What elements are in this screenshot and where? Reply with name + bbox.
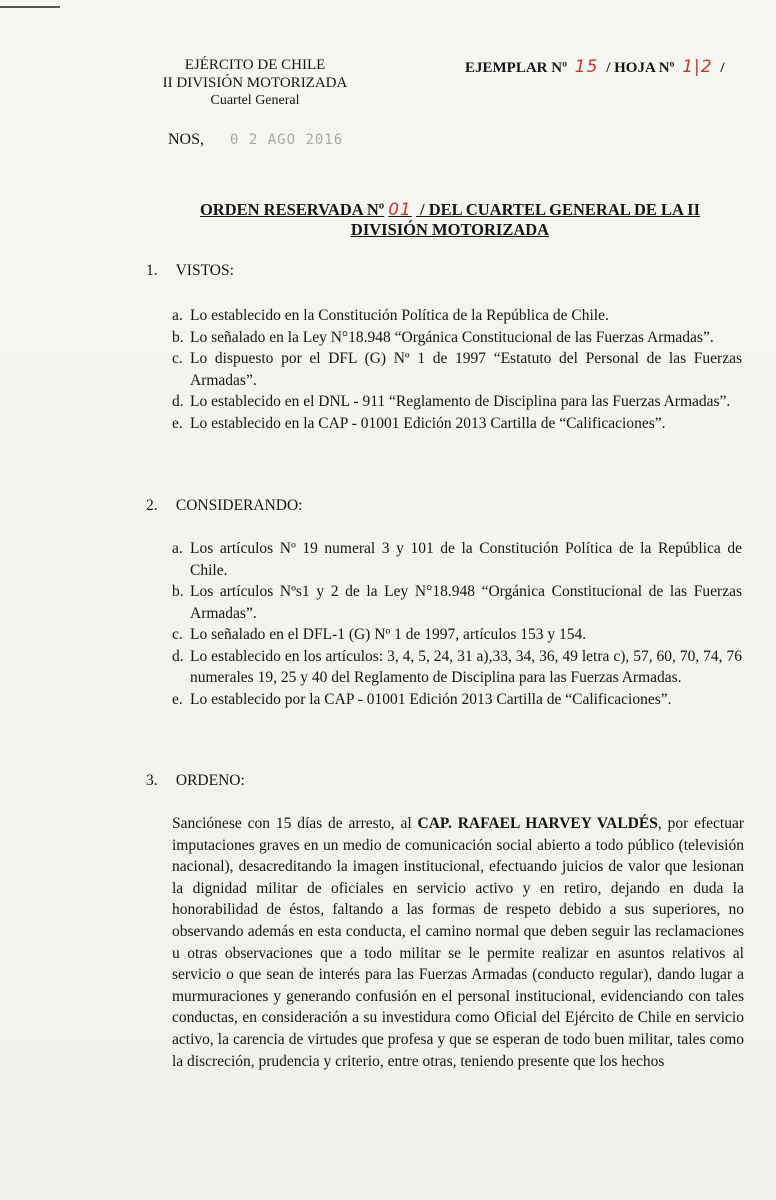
- ejemplar-label: EJEMPLAR Nº: [465, 60, 568, 76]
- section-title: VISTOS:: [175, 262, 234, 279]
- org-line-3: Cuartel General: [210, 93, 300, 108]
- hoja-value: 1|2: [682, 57, 713, 77]
- nos-line: [168, 131, 343, 149]
- section-vistos-items: [172, 305, 742, 434]
- item-letter: d.: [172, 647, 184, 665]
- scan-corner-mark: [0, 6, 60, 8]
- title-part-1: ORDEN RESERVADA Nº: [199, 200, 385, 219]
- item-letter: c.: [172, 350, 183, 367]
- list-item: [172, 305, 742, 327]
- org-line-2: II DIVISIÓN MOTORIZADA: [162, 75, 348, 91]
- item-letter: e.: [172, 690, 183, 708]
- item-text: Lo señalado en el DFL-1 (G) Nº 1 de 1997, artículos 153 y 154.: [190, 626, 587, 643]
- item-text: Los artículos Nºs1 y 2 de la Ley N°18.948 “Orgánica Constitucional de las Fuerzas Armadas”.: [190, 583, 742, 622]
- item-letter: d.: [172, 393, 184, 410]
- item-text: Los artículos Nº 19 numeral 3 y 101 de la Constitución Política de la República de Chile.: [190, 540, 742, 579]
- section-vistos-heading: [146, 262, 234, 280]
- order-intro: Sanciónese con 15 días de arresto, al: [172, 815, 418, 832]
- nos-label: NOS,: [168, 131, 205, 148]
- org-line-1: EJÉRCITO DE CHILE: [184, 57, 326, 73]
- list-item: [172, 327, 742, 349]
- section-considerando-items: [172, 538, 742, 710]
- item-letter: e.: [172, 414, 183, 432]
- sanctioned-name: CAP. RAFAEL HARVEY VALDÉS: [417, 815, 658, 832]
- item-text: Lo establecido por la CAP - 01001 Edición 2013 Cartilla de “Calificaciones”.: [190, 690, 672, 708]
- item-text: Lo señalado en la Ley N°18.948 “Orgánica Constitucional de las Fuerzas Armadas”.: [190, 328, 714, 346]
- item-letter: a.: [172, 540, 183, 557]
- ejemplar-value: 15: [574, 57, 599, 77]
- org-header: [140, 56, 370, 110]
- item-text: Lo establecido en el DNL - 911 “Reglamento de Disciplina para las Fuerzas Armadas”.: [190, 393, 731, 410]
- section-considerando-heading: [146, 497, 302, 515]
- section-number: 1.: [146, 262, 158, 279]
- item-text: Lo establecido en la CAP - 01001 Edición 2013 Cartilla de “Calificaciones”.: [190, 414, 666, 432]
- item-letter: c.: [172, 626, 183, 643]
- hoja-label: / HOJA Nº: [606, 60, 675, 76]
- title-number: 01: [388, 200, 412, 220]
- section-ordeno-heading: [146, 772, 245, 790]
- order-paragraph: [172, 813, 744, 1072]
- section-title: CONSIDERANDO:: [175, 497, 303, 514]
- order-body: , por efectuar imputaciones graves en un medio de comunicación social abierto a todo público (televisión nacional), desacreditando la imagen institucional, efectuando juicios de valor que lesionan la dignidad militar de oficiales en servicio activo y en retiro, dejando en duda la honorabilidad de éstos, faltando a las formas de respeto debido a sus superiores, no observando además en esta conducta, el camino normal que deben seguir las reclamaciones u otras observaciones que a todo militar se le permite realizar en asuntos relativos al servicio o que sean de interés para las Fuerzas Armadas (conducto regular), dando lugar a murmuraciones y generando confusión en el personal institucional, evidenciando con tales conductas, en consideración a su investidura como Oficial del Ejército de Chile en servicio activo, la carencia de virtudes que profesa y que se esperan de todo buen militar, tales como la discreción, prudencia y criterio, entre otras, teniendo presente que los hechos: [172, 815, 745, 1070]
- section-title: ORDENO:: [175, 772, 245, 789]
- hoja-suffix: /: [720, 60, 725, 76]
- item-letter: a.: [172, 307, 183, 324]
- item-text: Lo establecido en los artículos: 3, 4, 5, 24, 31 a),33, 34, 36, 49 letra c), 57, 60, 70, 74, 76 numerales 19, 25 y 40 del Reglamento de Disciplina para las Fuerzas Armadas.: [190, 647, 742, 686]
- document-title: [170, 200, 730, 239]
- list-item: [172, 348, 742, 391]
- list-item: [172, 689, 742, 711]
- section-number: 2.: [146, 497, 158, 514]
- item-letter: b.: [172, 583, 184, 600]
- date-stamp: 0 2 AGO 2016: [230, 132, 344, 148]
- section-number: 3.: [146, 772, 158, 789]
- item-text: Lo establecido en la Constitución Política de la República de Chile.: [190, 307, 609, 324]
- list-item: [172, 413, 742, 435]
- list-item: [172, 391, 742, 413]
- list-item: [172, 646, 742, 689]
- list-item: [172, 581, 742, 624]
- item-text: Lo dispuesto por el DFL (G) Nº 1 de 1997 “Estatuto del Personal de las Fuerzas Armadas”.: [190, 350, 742, 389]
- copy-sheet-header: [465, 57, 725, 77]
- list-item: [172, 538, 742, 581]
- item-letter: b.: [172, 328, 184, 346]
- title-part-2: / DEL CUARTEL GENERAL DE LA II DIVISIÓN MOTORIZADA: [350, 200, 701, 239]
- list-item: [172, 624, 742, 646]
